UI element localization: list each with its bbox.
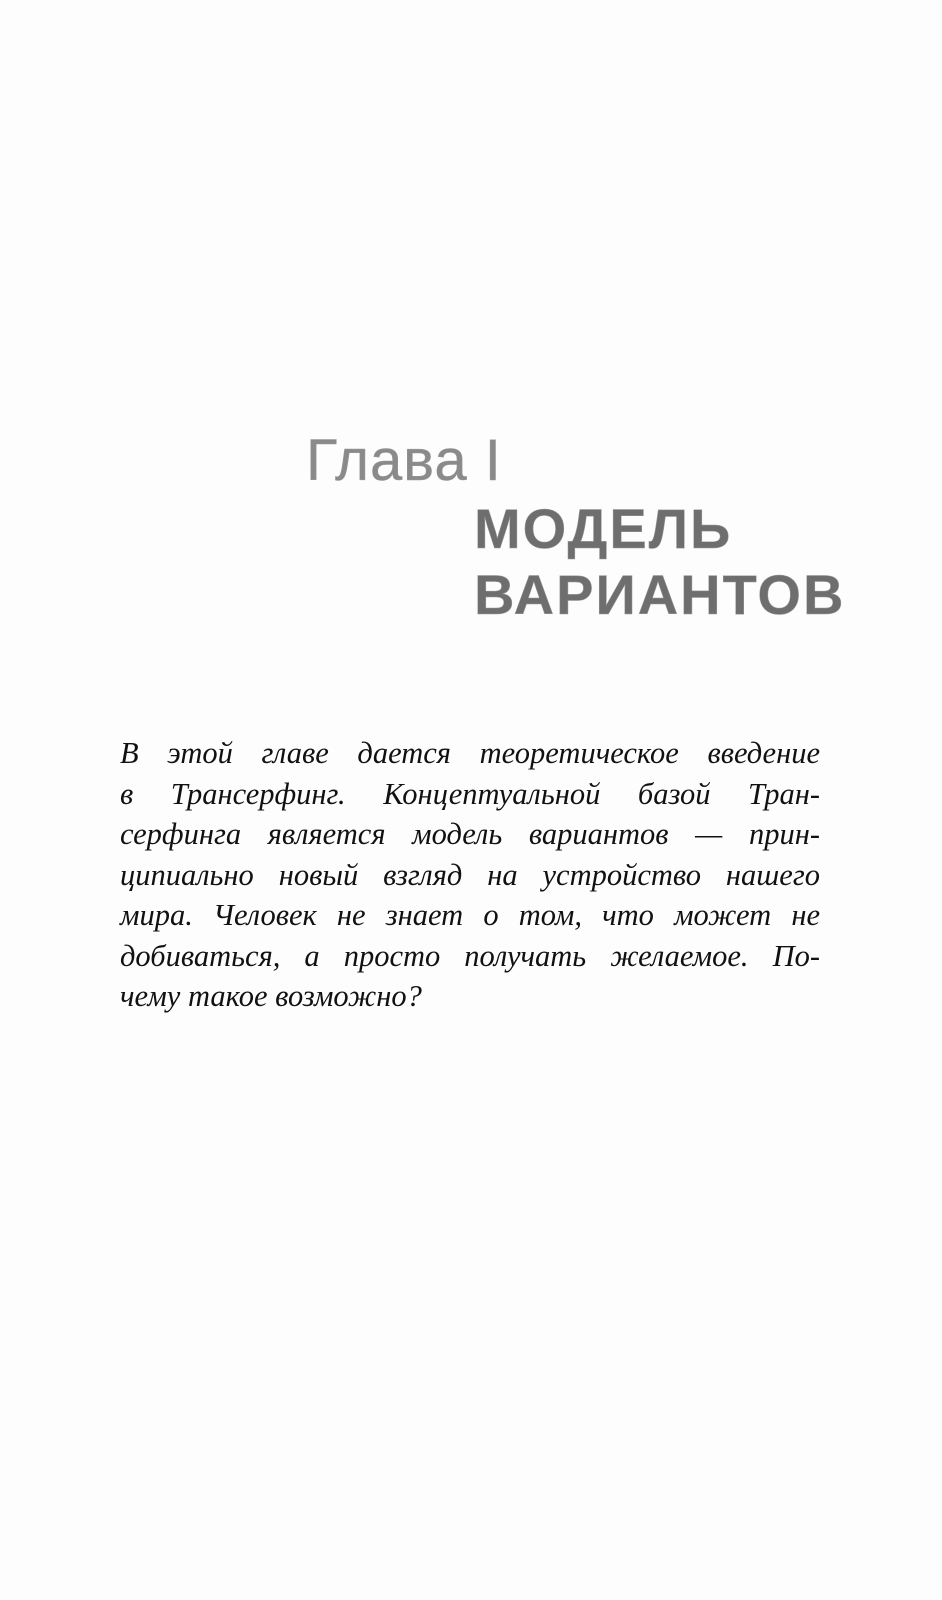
chapter-title-line-1: МОДЕЛЬ <box>474 497 733 560</box>
intro-line-6: добиваться, а просто получать желаемое. По- <box>120 938 820 973</box>
intro-line-4: ципиально новый взгляд на устройство нашего <box>120 857 820 892</box>
chapter-intro-paragraph <box>120 733 820 1017</box>
chapter-title <box>474 496 845 628</box>
intro-line-1: В этой главе дается теоретическое введение <box>120 736 820 770</box>
intro-line-2: в Трансерфинг. Концептуальной базой Тран- <box>120 776 820 811</box>
intro-line-7: чему такое возможно? <box>120 979 422 1013</box>
intro-line-5: мира. Человек не знает о том, что может не <box>120 898 820 932</box>
chapter-title-line-2: ВАРИАНТОВ <box>474 563 846 626</box>
chapter-label: Глава I <box>306 428 502 493</box>
intro-line-3: серфинга является модель вариантов — прин- <box>120 817 820 851</box>
